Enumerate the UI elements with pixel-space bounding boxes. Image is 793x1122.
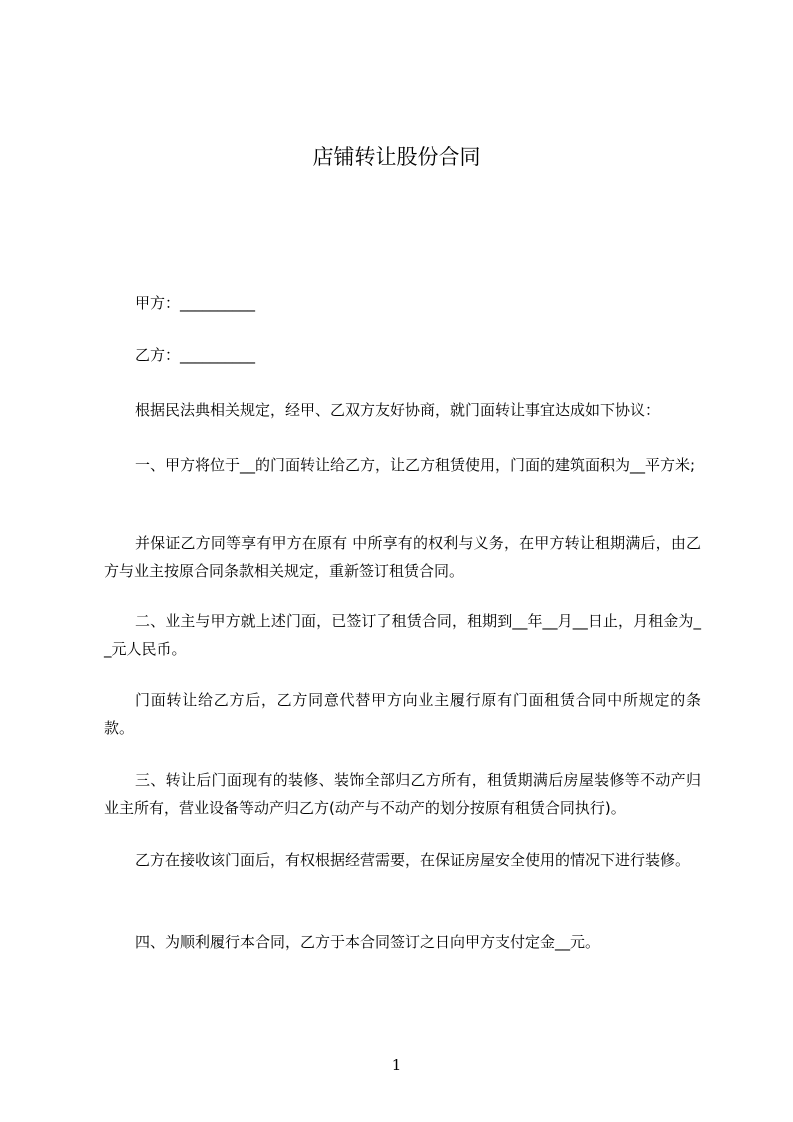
intro-paragraph: 根据民法典相关规定，经甲、乙双方友好协商，就门面转让事宜达成如下协议： bbox=[135, 401, 661, 419]
party-a-line: 甲方：__________ bbox=[135, 294, 256, 312]
clause-1-continued: 并保证乙方同等享有甲方在原有 中所享有的权利与义务，在甲方转让租期满后，由乙方与业主按原合同条款相关规定，重新签订租赁合同。 bbox=[104, 534, 701, 580]
clause-3-continued: 乙方在接收该门面后，有权根据经营需要，在保证房屋安全使用的情况下进行装修。 bbox=[135, 851, 691, 869]
party-b-line: 乙方：__________ bbox=[135, 346, 256, 364]
document-title: 店铺转让股份合同 bbox=[312, 145, 481, 169]
clause-2: 二、业主与甲方就上述门面，已签订了租赁合同，租期到__年__月__日止，月租金为__元人民币。 bbox=[104, 612, 701, 658]
clause-1: 一、甲方将位于__的门面转让给乙方，让乙方租赁使用，门面的建筑面积为__平方米; bbox=[135, 456, 696, 474]
page-number: 1 bbox=[391, 1056, 402, 1074]
clause-4: 四、为顺利履行本合同，乙方于本合同签订之日向甲方支付定金__元。 bbox=[135, 933, 601, 951]
clause-3: 三、转让后门面现有的装修、装饰全部归乙方所有，租赁期满后房屋装修等不动产归业主所有，营业设备等动产归乙方(动产与不动产的划分按原有租赁合同执行)。 bbox=[104, 771, 701, 817]
clause-2-continued: 门面转让给乙方后，乙方同意代替甲方向业主履行原有门面租赁合同中所规定的条款。 bbox=[104, 691, 701, 737]
